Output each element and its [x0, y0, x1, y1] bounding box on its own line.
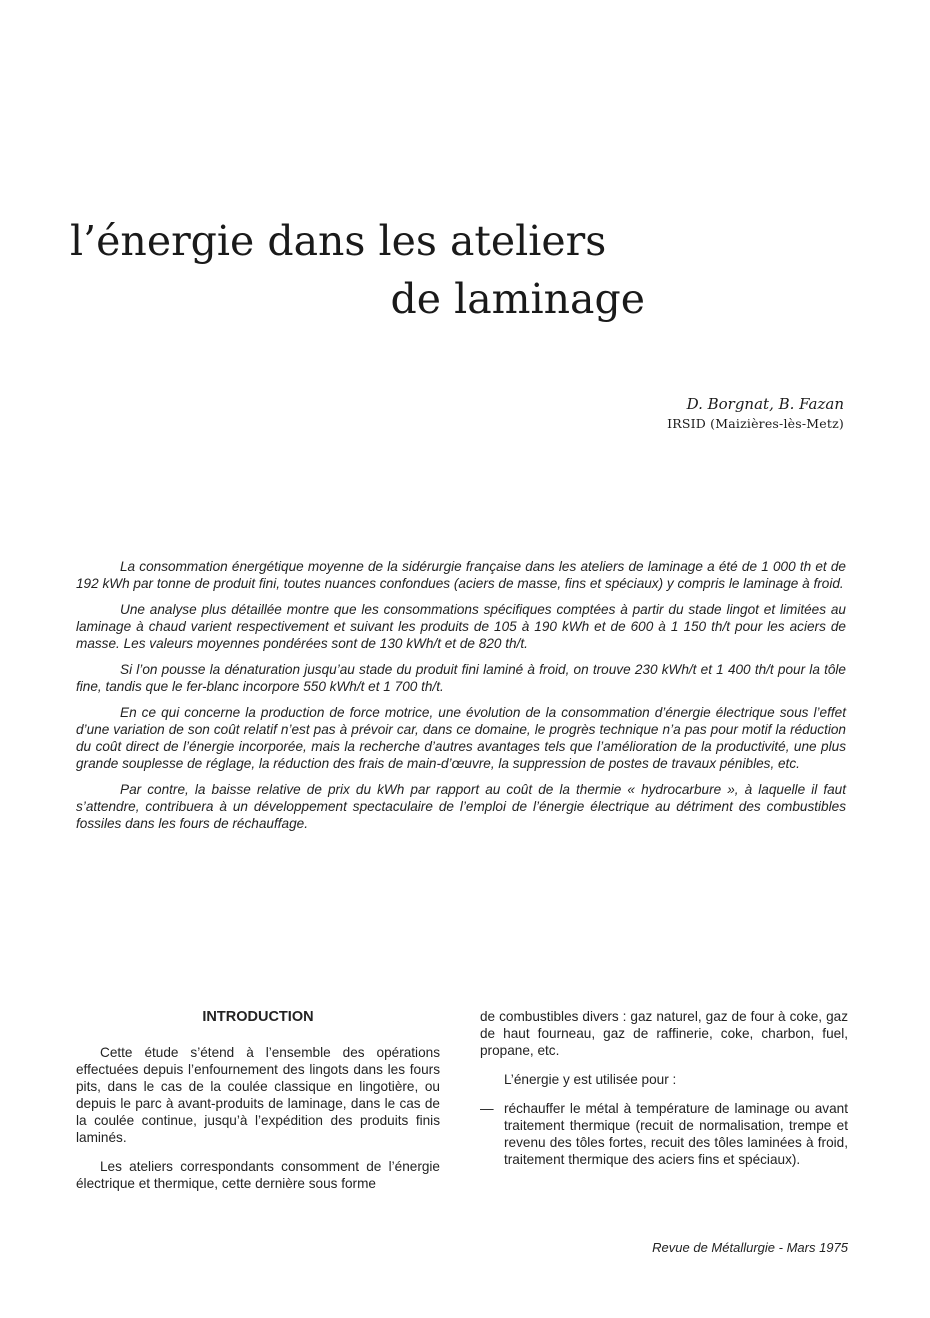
list-dash: — — [480, 1101, 494, 1116]
body-column-right — [480, 1008, 848, 1168]
abstract-paragraph-3: Si l’on pousse la dénaturation jusqu’au stade du produit fini laminé à froid, on trouve 230 kWh/t et 1 400 th/t pour la tôle fine, tandis que le fer-blanc incorpore 550 kWh/t et 1 700 th/t. — [76, 662, 846, 694]
body-column-left — [76, 1008, 440, 1204]
author-names: D. Borgnat, B. Fazan — [686, 395, 844, 413]
intro-paragraph-4: L’énergie y est utilisée pour : — [504, 1072, 677, 1087]
author-affiliation: IRSID (Maizières-lès-Metz) — [667, 416, 844, 431]
intro-paragraph-1: Cette étude s’étend à l’ensemble des opérations effectuées depuis l’enfournement des lingots dans les fours pits, dans le cas de la coulée classique en lingotière, ou depuis le parc à avant-produits de laminage, dans le cas de la coulée continue, jusqu’à l’expédition des produits finis laminés. — [76, 1045, 440, 1145]
article-title — [70, 212, 645, 328]
title-line-2: de laminage — [390, 275, 645, 323]
abstract-paragraph-5: Par contre, la baisse relative de prix du kWh par rapport au coût de la thermie « hydrocarbure », à laquelle il faut s’attendre, contribuera à un développement spectaculaire de l’emploi de l’énergie électrique au détriment des combustibles fossiles dans les fours de réchauffage. — [76, 782, 846, 831]
section-heading-introduction: INTRODUCTION — [202, 1009, 314, 1025]
abstract-paragraph-1: La consommation énergétique moyenne de la sidérurgie française dans les ateliers de laminage a été de 1 000 th et de 192 kWh par tonne de produit fini, toutes nuances confondues (aciers de masse, fins et spéciaux) y compris le laminage à froid. — [76, 559, 846, 591]
intro-paragraph-2: Les ateliers correspondants consomment de l’énergie électrique et thermique, cette dernière sous forme — [76, 1159, 440, 1191]
intro-paragraph-3: de combustibles divers : gaz naturel, gaz de four à coke, gaz de haut fourneau, gaz de raffinerie, coke, charbon, fuel, propane, etc. — [480, 1009, 848, 1058]
abstract-paragraph-2: Une analyse plus détaillée montre que les consommations spécifiques comptées à partir du stade lingot et limitées au laminage à chaud varient respectivement et suivant les produits de 105 à 190 kWh et de 600 à 1 150 th/t pour les aciers de masse. Les valeurs moyennes pondérées sont de 130 kWh/t et de 820 th/t. — [76, 602, 846, 651]
list-item-text: réchauffer le métal à température de laminage ou avant traitement thermique (recuit de normalisation, trempe et revenu des tôles fortes, recuit des tôles laminées à froid, traitement thermique des aciers fins et spéciaux). — [504, 1101, 848, 1167]
abstract — [76, 558, 846, 841]
list-item — [480, 1100, 848, 1168]
author-block — [667, 394, 844, 434]
title-line-1: l’énergie dans les ateliers — [70, 217, 607, 265]
abstract-paragraph-4: En ce qui concerne la production de force motrice, une évolution de la consommation d’énergie électrique sous l’effet d’une variation de son coût relatif n’est pas à prévoir car, dans ce domaine, le progrès technique n’a pas pour motif la réduction du coût direct de l’énergie incorporée, mais la recherche d’autres avantages tels que l’amélioration de la productivité, une plus grande souplesse de réglage, la réduction des frais de main-d’œuvre, la suppression de postes de travaux pénibles, etc. — [76, 705, 846, 771]
journal-footer: Revue de Métallurgie - Mars 1975 — [652, 1240, 848, 1255]
